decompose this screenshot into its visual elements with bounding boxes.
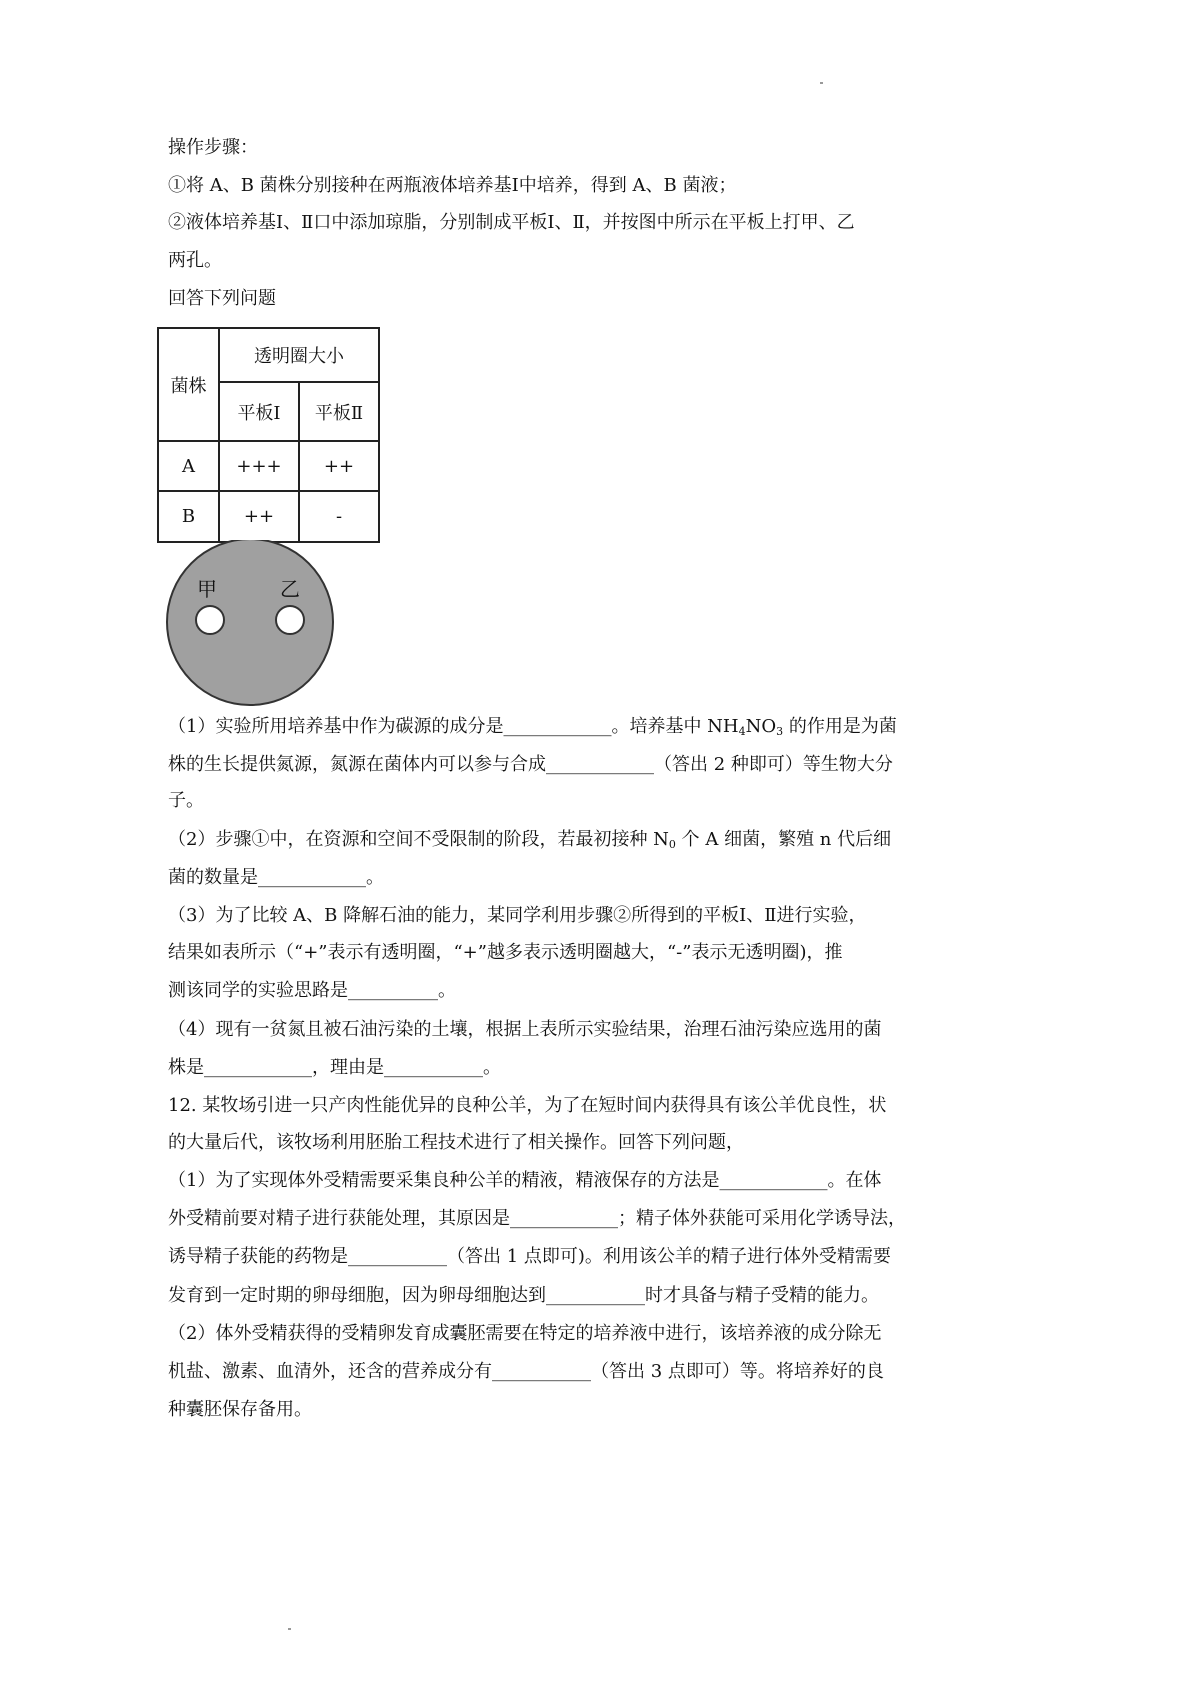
- q12-1-line-4: 发育到一定时期的卵母细胞，因为卵母细胞达到___________时才具备与精子受精的能力。: [168, 1285, 879, 1306]
- results-table: [157, 327, 380, 543]
- q4-line-1: （4）现有一贫氮且被石油污染的土壤，根据上表所示实验结果，治理石油污染应选用的菌: [168, 1019, 882, 1040]
- q3-line-3: 测该同学的实验思路是__________。: [168, 980, 456, 1001]
- q3-line-2: 结果如表所示（“+”表示有透明圈，“+”越多表示透明圈越大，“-”表示无透明圈)，推: [168, 942, 843, 963]
- step-2: ②液体培养基Ⅰ、Ⅱ口中添加琼脂，分别制成平板Ⅰ、Ⅱ，并按图中所示在平板上打甲、乙: [168, 212, 855, 233]
- label-jia: 甲: [197, 577, 217, 601]
- q2-text: 个 A 细菌，繁殖 n 代后细: [675, 829, 892, 850]
- hole-jia: [196, 606, 224, 634]
- cell-plate-2: ++: [299, 441, 379, 491]
- subscript: 0: [668, 838, 676, 851]
- q2-text: （2）步骤①中，在资源和空间不受限制的阶段，若最初接种 N: [168, 829, 669, 850]
- cell-plate-2: -: [299, 491, 379, 542]
- cell-strain: B: [158, 491, 219, 542]
- q1-text: NO: [745, 716, 777, 737]
- subscript: 3: [776, 725, 784, 738]
- q12-line-2: 的大量后代，该牧场利用胚胎工程技术进行了相关操作。回答下列问题，: [168, 1132, 744, 1153]
- q1-text: （1）实验所用培养基中作为碳源的成分是____________。培养基中 NH: [168, 716, 739, 737]
- cell-plate-1: +++: [219, 441, 299, 491]
- hole-yi: [276, 606, 304, 634]
- q1-line-2: 株的生长提供氮源，氮源在菌体内可以参与合成____________（答出 2 种即可）等生物大分: [168, 754, 893, 775]
- q12-line-1: 12. 某牧场引进一只产肉性能优异的良种公羊，为了在短时间内获得具有该公羊优良性，状: [168, 1095, 887, 1116]
- scan-dot: [820, 82, 823, 84]
- q1-text: 的作用是为菌: [783, 716, 897, 737]
- q1-line-1: [168, 715, 897, 744]
- step-2-cont: 两孔。: [168, 250, 222, 271]
- table-row: [158, 441, 379, 491]
- q3-line-1: （3）为了比较 A、B 降解石油的能力，某同学利用步骤②所得到的平板Ⅰ、Ⅱ进行实验，: [168, 905, 867, 926]
- cell-strain: A: [158, 441, 219, 491]
- prompt: 回答下列问题: [168, 288, 276, 309]
- label-yi: 乙: [280, 577, 300, 601]
- q12-1-line-1: （1）为了实现体外受精需要采集良种公羊的精液，精液保存的方法是____________。在体: [168, 1170, 882, 1191]
- petri-dish-figure: [165, 540, 340, 710]
- q12-2-line-2: 机盐、激素、血清外，还含的营养成分有___________（答出 3 点即可）等。将培养好的良: [168, 1361, 884, 1382]
- step-1: ①将 A、B 菌株分别接种在两瓶液体培养基Ⅰ中培养，得到 A、B 菌液；: [168, 175, 737, 196]
- q12-2-line-3: 种囊胚保存备用。: [168, 1399, 312, 1420]
- plate-disc: [167, 540, 333, 705]
- table-row: [158, 491, 379, 542]
- scan-dot: [288, 1628, 291, 1630]
- q2-line-1: [168, 828, 891, 857]
- q1-line-3: 子。: [168, 790, 204, 811]
- q12-1-line-2: 外受精前要对精子进行获能处理，其原因是____________；精子体外获能可采用化学诱导法，: [168, 1208, 906, 1229]
- cell-plate-1: ++: [219, 491, 299, 542]
- q12-1-line-3: 诱导精子获能的药物是___________（答出 1 点即可)。利用该公羊的精子进行体外受精需要: [168, 1246, 891, 1267]
- header-plate-2: 平板Ⅱ: [299, 382, 379, 441]
- header-plate-1: 平板Ⅰ: [219, 382, 299, 441]
- header-clear-zone: 透明圈大小: [219, 328, 379, 382]
- steps-heading: 操作步骤：: [168, 137, 258, 158]
- q2-line-2: 菌的数量是____________。: [168, 867, 384, 888]
- q4-line-2: 株是____________，理由是___________。: [168, 1057, 501, 1078]
- subscript: 4: [738, 725, 746, 738]
- header-strain: 菌株: [158, 328, 219, 441]
- q12-2-line-1: （2）体外受精获得的受精卵发育成囊胚需要在特定的培养液中进行，该培养液的成分除无: [168, 1323, 882, 1344]
